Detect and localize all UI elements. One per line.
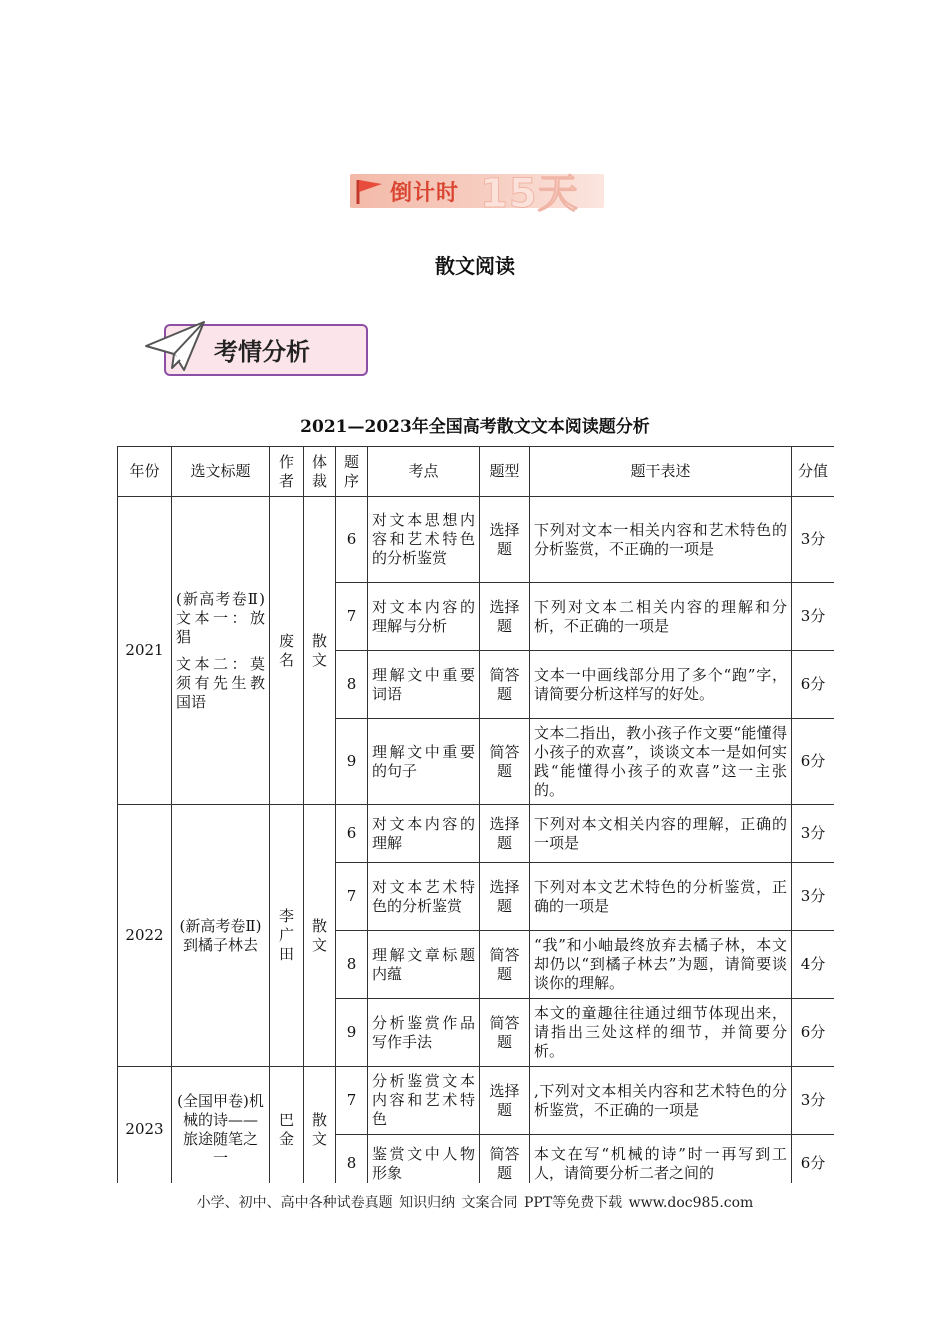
- header-score: 分值: [792, 447, 835, 497]
- genre-cell: 散文: [304, 497, 336, 805]
- type-cell: 简答题: [480, 651, 530, 719]
- title-cell: (新高考卷Ⅱ)到橘子林去: [172, 805, 270, 1067]
- type-cell: 简答题: [480, 719, 530, 805]
- header-genre: 体裁: [304, 447, 336, 497]
- point-cell: 对文本艺术特色的分析鉴赏: [368, 863, 480, 931]
- header-desc: 题干表述: [530, 447, 792, 497]
- desc-cell: ,下列对文本相关内容和艺术特色的分析鉴赏，不正确的一项是: [530, 1067, 792, 1135]
- score-cell: 6分: [792, 651, 835, 719]
- desc-cell: 本文在写“机械的诗”时一再写到工人，请简要分析二者之间的: [530, 1135, 792, 1184]
- order-cell: 7: [336, 583, 368, 651]
- desc-cell: 下列对本文相关内容的理解，正确的一项是: [530, 805, 792, 863]
- desc-cell: 下列对文本一相关内容和艺术特色的分析鉴赏，不正确的一项是: [530, 497, 792, 583]
- year-cell: 2023: [118, 1067, 172, 1184]
- banner-number: 15天: [480, 171, 579, 217]
- desc-cell: “我”和小岫最终放弃去橘子林，本文却仍以“到橘子林去”为题，请简要谈谈你的理解。: [530, 931, 792, 999]
- analysis-table: [117, 446, 834, 1183]
- title-cell: (全国甲卷)机械的诗——旅途随笔之一: [172, 1067, 270, 1184]
- order-cell: 8: [336, 931, 368, 999]
- desc-cell: 文本二指出，教小孩子作文要“能懂得小孩子的欢喜”，谈谈文本一是如何实践“能懂得小孩子的欢喜”这一主张的。: [530, 719, 792, 805]
- paper-plane-icon: [142, 318, 212, 378]
- point-cell: 对文本内容的理解与分析: [368, 583, 480, 651]
- genre-cell: 散文: [304, 1067, 336, 1184]
- score-cell: 3分: [792, 863, 835, 931]
- type-cell: 选择题: [480, 583, 530, 651]
- score-cell: 6分: [792, 719, 835, 805]
- type-cell: 选择题: [480, 1067, 530, 1135]
- header-author: 作者: [270, 447, 304, 497]
- score-cell: 6分: [792, 999, 835, 1067]
- table-row: [118, 805, 835, 863]
- footer: 小学、初中、高中各种试卷真题 知识归纳 文案合同 PPT等免费下载 www.doc985.com: [196, 1195, 754, 1211]
- author-cell: 巴金: [270, 1067, 304, 1184]
- year-cell: 2021: [118, 497, 172, 805]
- point-cell: 鉴赏文中人物形象: [368, 1135, 480, 1184]
- title-cell: [172, 497, 270, 805]
- banner-label: 倒计时: [390, 181, 460, 206]
- genre-cell: 散文: [304, 805, 336, 1067]
- score-cell: 3分: [792, 805, 835, 863]
- score-cell: 3分: [792, 583, 835, 651]
- desc-cell: 本文的童趣往往通过细节体现出来，请指出三处这样的细节，并简要分析。: [530, 999, 792, 1067]
- type-cell: 简答题: [480, 1135, 530, 1184]
- desc-cell: 下列对本文艺术特色的分析鉴赏，正确的一项是: [530, 863, 792, 931]
- header-row: [118, 447, 835, 497]
- order-cell: 9: [336, 719, 368, 805]
- flag-icon: [352, 176, 386, 206]
- order-cell: 6: [336, 497, 368, 583]
- point-cell: 分析鉴赏文本内容和艺术特色: [368, 1067, 480, 1135]
- order-cell: 7: [336, 1067, 368, 1135]
- point-cell: 理解文中重要词语: [368, 651, 480, 719]
- score-cell: 3分: [792, 1067, 835, 1135]
- header-order: 题序: [336, 447, 368, 497]
- type-cell: 选择题: [480, 805, 530, 863]
- type-cell: 简答题: [480, 999, 530, 1067]
- countdown-banner: [348, 160, 618, 217]
- order-cell: 9: [336, 999, 368, 1067]
- order-cell: 8: [336, 1135, 368, 1184]
- score-cell: 6分: [792, 1135, 835, 1184]
- score-cell: 4分: [792, 931, 835, 999]
- order-cell: 8: [336, 651, 368, 719]
- point-cell: 对文本思想内容和艺术特色的分析鉴赏: [368, 497, 480, 583]
- title-part: (新高考卷Ⅱ)文本一：放猖: [176, 589, 265, 646]
- header-type: 题型: [480, 447, 530, 497]
- desc-cell: 下列对文本二相关内容的理解和分析，不正确的一项是: [530, 583, 792, 651]
- desc-cell: 文本一中画线部分用了多个“跑”字，请简要分析这样写的好处。: [530, 651, 792, 719]
- type-cell: 选择题: [480, 497, 530, 583]
- table-row: [118, 497, 835, 583]
- table-title: 2021—2023年全国高考散文文本阅读题分析: [300, 417, 650, 437]
- year-cell: 2022: [118, 805, 172, 1067]
- point-cell: 理解文中重要的句子: [368, 719, 480, 805]
- point-cell: 对文本内容的理解: [368, 805, 480, 863]
- order-cell: 7: [336, 863, 368, 931]
- point-cell: 理解文章标题内蕴: [368, 931, 480, 999]
- analysis-table-wrap: [117, 446, 834, 1183]
- header-point: 考点: [368, 447, 480, 497]
- header-year: 年份: [118, 447, 172, 497]
- header-title: 选文标题: [172, 447, 270, 497]
- author-cell: 废名: [270, 497, 304, 805]
- title-part: 文本二：莫须有先生教国语: [176, 654, 265, 711]
- type-cell: 选择题: [480, 863, 530, 931]
- author-cell: 李广田: [270, 805, 304, 1067]
- score-cell: 3分: [792, 497, 835, 583]
- point-cell: 分析鉴赏作品写作手法: [368, 999, 480, 1067]
- section-label: 考情分析: [214, 338, 310, 366]
- type-cell: 简答题: [480, 931, 530, 999]
- section-badge: [142, 318, 372, 378]
- page-title: 散文阅读: [435, 254, 515, 278]
- order-cell: 6: [336, 805, 368, 863]
- table-row: [118, 1067, 835, 1135]
